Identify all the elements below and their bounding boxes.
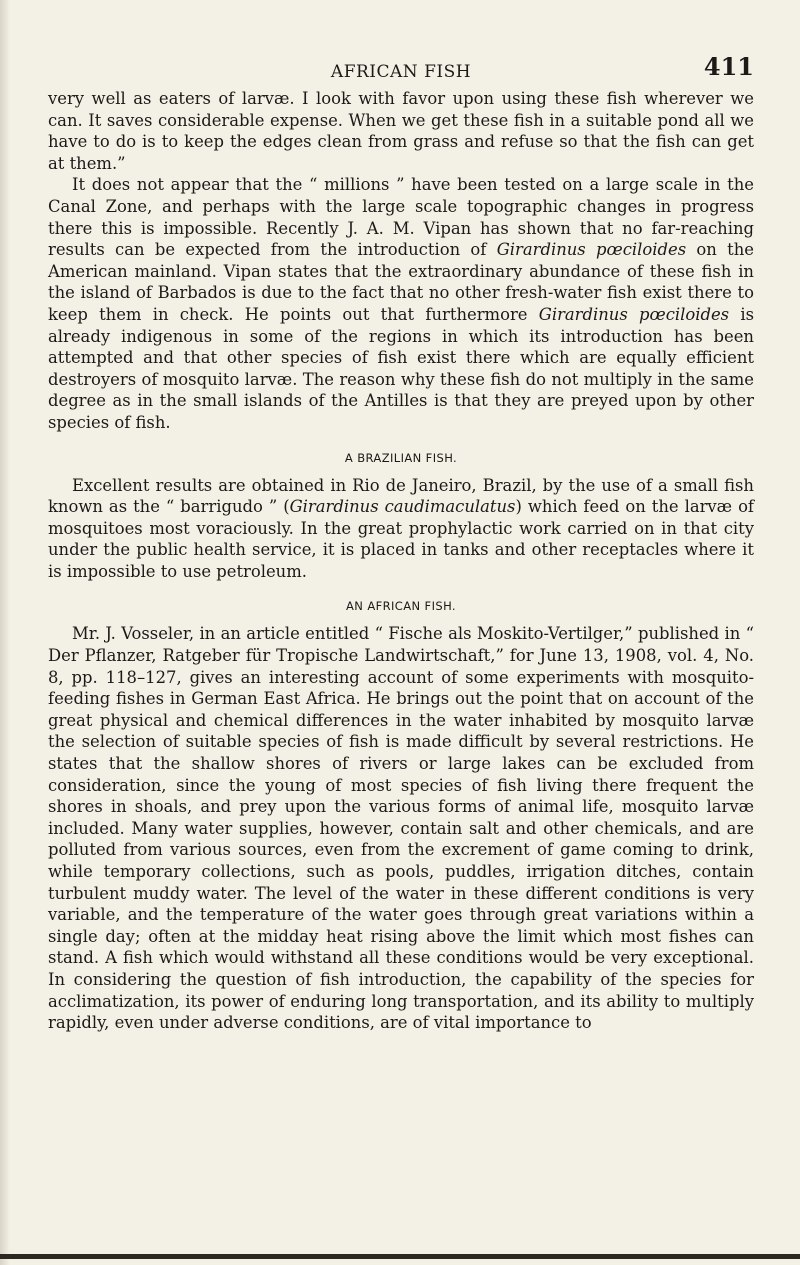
species-name: Girardinus pœciloides: [538, 304, 730, 324]
paragraph-vosseler: Mr. J. Vosseler, in an article entitled “ Fische als Moskito-Vertilger,” published in “ Der Pflanzer, Ratgeber für Tropische Landwirtschaft,” for June 13, 1908, vol. 4, No. 8, pp. 118–127, gives an interesting account of some experiments with mosquito-feeding fishes in German East Africa. He brings out the point that on account of the great physical and chemical differences in the water inhabited by mosquito larvæ the selection of suitable species of fish is made difficult by several restrictions. He states that the shallow shores of rivers or large lakes can be excluded from consideration, since the young of most species of fish living there frequent the shores in shoals, and prey upon the various forms of animal life, mosquito larvæ included. Many water supplies, however, contain salt and other chemicals, and are polluted from various sources, even from the excrement of game coming to drink, while temporary collections, such as pools, puddles, irrigation ditches, contain turbulent muddy water. The level of the water in these different conditions is very variable, and the temperature of the water goes through great variations within a single day; often at the midday heat rising above the limit which most fishes can stand. A fish which would withstand all these conditions would be very exceptional. In considering the question of fish introduction, the capability of the species for acclimatization, its power of enduring long transportation, and its ability to multiply rapidly, even under adverse conditions, are of vital importance to: [48, 624, 754, 1033]
species-name: Girardinus caudimaculatus: [289, 497, 516, 517]
paragraph-vipan: [48, 174, 754, 433]
text-run: ) which feed on the larvæ of mosquitoes most voraciously. In the great prophylactic work carried on in that city under the public health service, it is placed in tanks and other receptacles where it is impossible to use petroleum.: [48, 497, 755, 581]
running-title: AFRICAN FISH: [330, 62, 472, 82]
text-run: on the American mainland. Vipan states that the extraordinary abundance of these fish in the island of Barbados is due to the fact that no other fresh-water fish exist there to keep them in check. He points out that furthermore: [48, 240, 755, 324]
text-run: is already indigenous in some of the regions in which its introduction has been attempted and that other species of fish exist there which are equally efficient destroyers of mosquito larvæ. The reason why these fish do not multiply in the same degree as in the small islands of the Antilles is that they are preyed upon by other species of fish.: [48, 304, 754, 432]
page-edge-shadow: [0, 0, 10, 1265]
page-number: 411: [703, 52, 754, 81]
paragraph-continued: very well as eaters of larvæ. I look with favor upon using these fish wherever we can. It saves considerable expense. When we get these fish in a suitable pond all we have to do is to keep the edges clean from grass and refuse so that the fish can get at them.”: [48, 89, 754, 173]
section-heading-african-fish: AN AFRICAN FISH.: [346, 599, 456, 614]
book-page: [48, 52, 754, 1034]
text-run: It does not appear that the “ millions ” have been tested on a large scale in the Canal Zone, and perhaps with the large scale topographic changes in progress there this is impossible. Recently J. A. M. Vipan has shown that no far-reaching results can be expected from the introduction of: [48, 175, 754, 260]
section-heading-brazilian-fish: A BRAZILIAN FISH.: [344, 450, 458, 465]
paragraph-brazil: [48, 475, 754, 583]
page-bottom-edge: [0, 1254, 800, 1259]
species-name: Girardinus pœciloides: [496, 240, 687, 260]
text-run: Excellent results are obtained in Rio de Janeiro, Brazil, by the use of a small fish known as the “ barrigudo ” (: [48, 475, 754, 517]
running-head: [48, 52, 754, 88]
